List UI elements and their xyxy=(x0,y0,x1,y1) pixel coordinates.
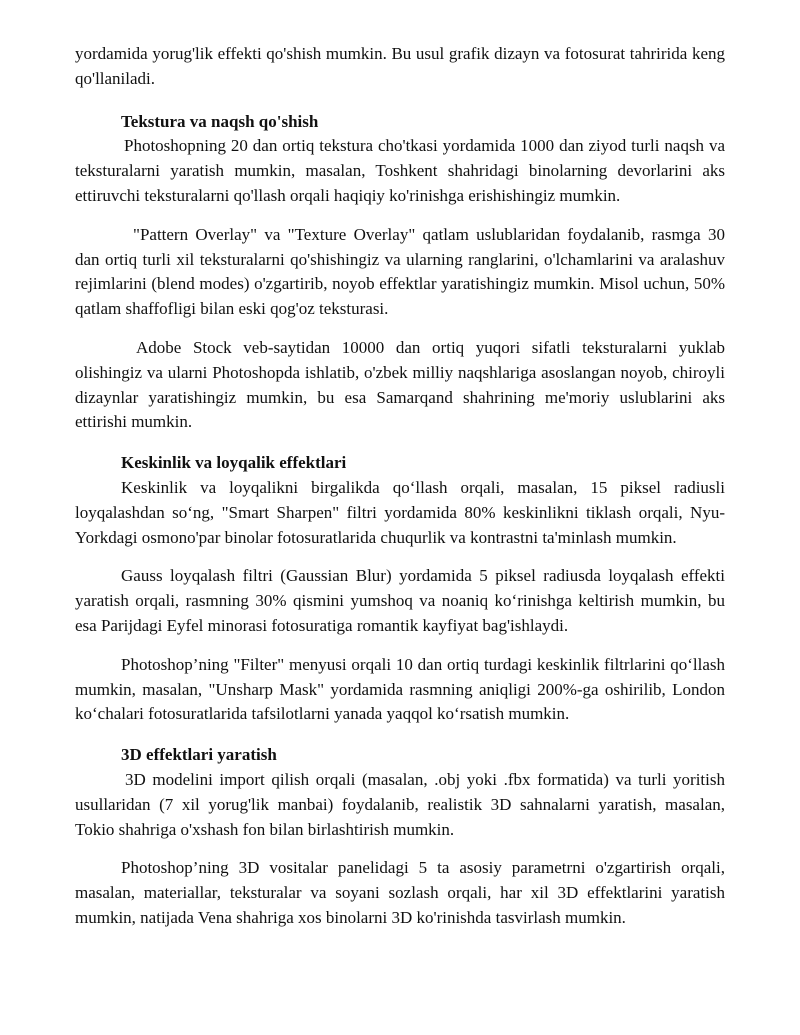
section-sharpness-blur xyxy=(75,451,725,727)
body-paragraph: Adobe Stock veb-saytidan 10000 dan ortiq yuqori sifatli teksturalarni yuklab olishingiz va ularni Photoshopda ishlatib, o'zbek milliy naqshlariga asoslangan noyob, chiroyli dizaynlar yaratishingiz mumkin, bu esa Samarqand shahrining me'moriy uslublarini aks ettirishi mumkin. xyxy=(75,337,725,432)
body-paragraph: Gauss loyqalash filtri (Gaussian Blur) yordamida 5 piksel radiusda loyqalash effekti yaratish orqali, rasmning 30% qismini yumshoq va noaniq ko‘rinishga keltirish mumkin, bu esa Parijdagi Eyfel minorasi fotosuratiga romantik kayfiyat bag'ishlaydi. xyxy=(75,566,725,635)
document-body xyxy=(75,42,725,947)
body-paragraph: Photoshopning 20 dan ortiq tekstura cho'tkasi yordamida 1000 dan ziyod turli naqsh va teksturalarni yaratish mumkin, masalan, Toshkent shahridagi binolarning devorlarini aks ettiruvchi teksturalarni qo'llash orqali haqiqiy ko'rinishga erishishingiz mumkin. xyxy=(75,136,725,205)
body-paragraph: Photoshop’ning 3D vositalar panelidagi 5 ta asosiy parametrni o'zgartirish orqali, masalan, materiallar, teksturalar va soyani sozlash orqali, har xil 3D effektlarini yaratish mumkin, natijada Vena shahriga xos binolarni 3D ko'rinishda tasvirlash mumkin. xyxy=(75,858,725,927)
intro-paragraph: yordamida yorug'lik effekti qo'shish mumkin. Bu usul grafik dizayn va fotosurat tahririda keng qo'llaniladi. xyxy=(75,44,725,88)
section-3d-effects xyxy=(75,743,725,931)
body-paragraph: "Pattern Overlay" va "Texture Overlay" qatlam uslublaridan foydalanib, rasmga 30 dan ortiq turli xil teksturalarni qo'shishingiz va ularning ranglarini, o'lchamlarini va aralashuv rejimlarini (blend modes) o'zgartirib, noyob effektlar yaratishingiz mumkin. Misol uchun, 50% qatlam shaffofligi bilan eski qog'oz teksturasi. xyxy=(75,224,725,319)
section-texture xyxy=(75,110,725,436)
body-paragraph: 3D modelini import qilish orqali (masalan, .obj yoki .fbx formatida) va turli yoritish usullaridan (7 xil yorug'lik manbai) foydalanib, realistik 3D sahnalarni yaratish, masalan, Tokio shahriga o'xshash fon bilan birlashtirish mumkin. xyxy=(75,769,725,839)
body-paragraph: Photoshop’ning "Filter" menyusi orqali 10 dan ortiq turdagi keskinlik filtrlarini qo‘llash mumkin, masalan, "Unsharp Mask" yordamida rasmning aniqligi 200%-ga oshirilib, London ko‘chalari fotosuratlarida tafsilotlarni yanada yaqqol ko‘rsatish mumkin. xyxy=(75,654,725,724)
section-heading: Keskinlik va loyqalik effektlari xyxy=(121,453,347,473)
body-paragraph: Keskinlik va loyqalikni birgalikda qo‘llash orqali, masalan, 15 piksel radiusli loyqalashdan so‘ng, "Smart Sharpen" filtri yordamida 80% keskinlikni tiklash orqali, Nyu-Yorkdagi osmono'par binolar fotosuratlarida chuqurlik va kontrastni ta'minlash mumkin. xyxy=(75,477,725,547)
section-heading: Tekstura va naqsh qo'shish xyxy=(121,111,319,131)
section-heading: 3D effektlari yaratish xyxy=(121,745,277,765)
